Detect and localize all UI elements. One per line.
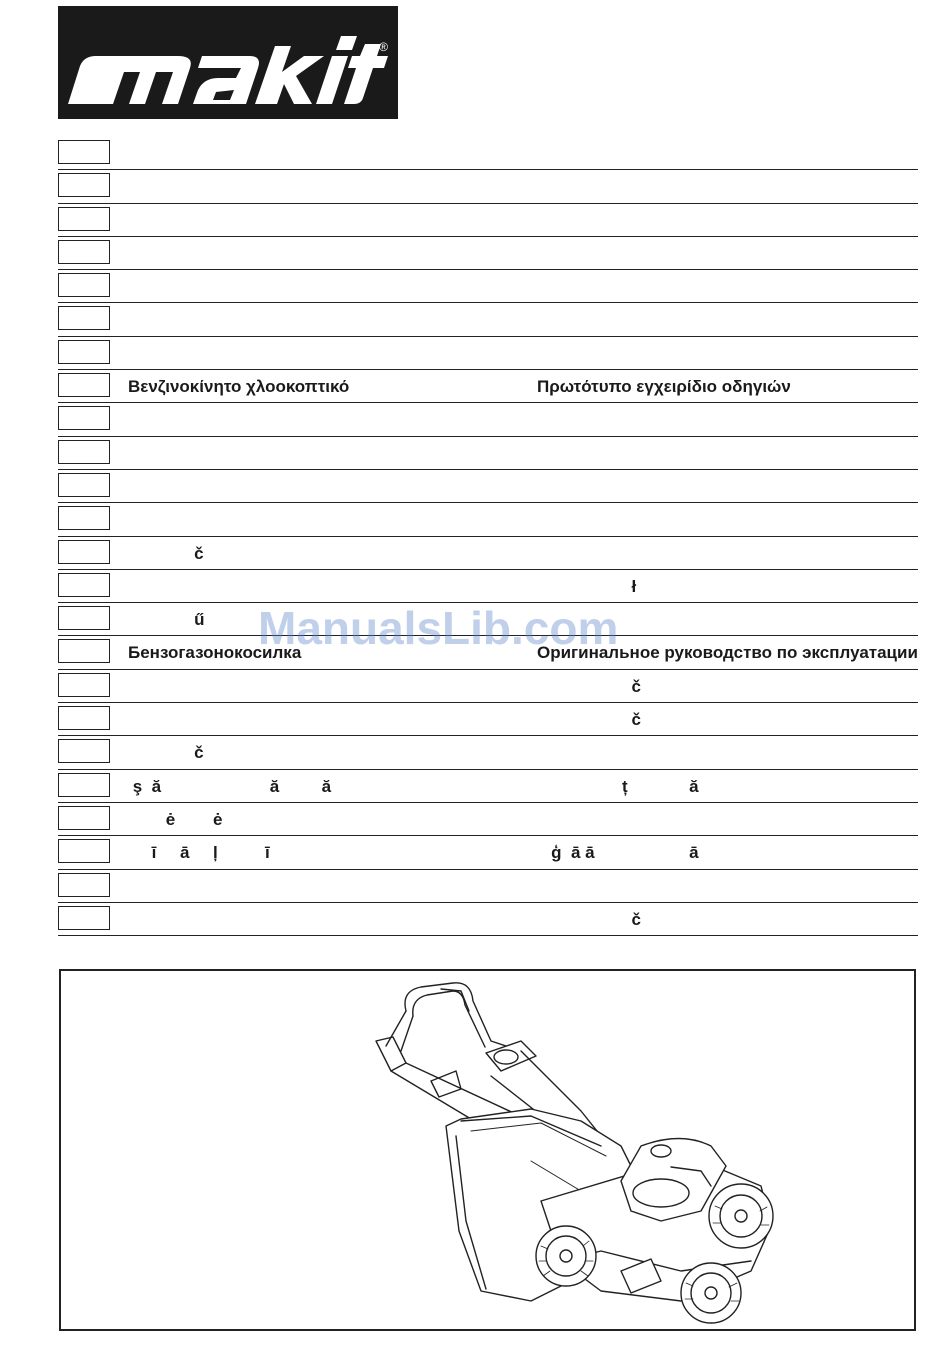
language-row	[58, 803, 918, 836]
manual-title: č	[537, 676, 641, 696]
product-title: Βενζινοκίνητο χλοοκοπτικό	[128, 377, 350, 397]
language-code-box	[58, 340, 110, 364]
language-code-box	[58, 639, 110, 663]
lawn-mower-illustration	[59, 969, 916, 1331]
language-code-box	[58, 540, 110, 564]
language-code-box	[58, 207, 110, 231]
language-code-box	[58, 573, 110, 597]
manual-title: Πρωτότυπο εγχειρίδιο οδηγιών	[537, 377, 791, 397]
product-title: č	[128, 543, 204, 563]
language-row	[58, 370, 918, 403]
language-row	[58, 470, 918, 503]
manual-title: č	[537, 909, 641, 929]
language-row	[58, 570, 918, 603]
product-title: ş ă ă ă	[128, 776, 332, 796]
product-title: č	[128, 743, 204, 763]
language-row	[58, 870, 918, 903]
language-code-box	[58, 373, 110, 397]
language-code-box	[58, 773, 110, 797]
language-row	[58, 403, 918, 436]
language-code-box	[58, 673, 110, 697]
language-row	[58, 137, 918, 170]
wheel-rear-right	[709, 1184, 773, 1248]
language-row	[58, 337, 918, 370]
language-code-box	[58, 473, 110, 497]
product-title: ű	[128, 610, 205, 630]
language-code-box	[58, 140, 110, 164]
manual-title: č	[537, 710, 641, 730]
language-row	[58, 670, 918, 703]
product-title: Бензогазонокосилка	[128, 643, 302, 663]
language-row	[58, 503, 918, 536]
language-row	[58, 237, 918, 270]
language-code-box	[58, 173, 110, 197]
language-code-box	[58, 906, 110, 930]
language-row	[58, 903, 918, 936]
wheel-front-right	[681, 1263, 741, 1323]
language-code-box	[58, 506, 110, 530]
language-row	[58, 270, 918, 303]
manual-title: ț ă	[537, 776, 699, 796]
language-code-box	[58, 273, 110, 297]
language-row	[58, 736, 918, 769]
language-code-box	[58, 806, 110, 830]
language-code-box	[58, 873, 110, 897]
language-row	[58, 770, 918, 803]
language-code-box	[58, 306, 110, 330]
manual-title: Оригинальное руководство по эксплуатации	[537, 643, 918, 663]
language-code-box	[58, 739, 110, 763]
product-title: ī ā ļ ī	[128, 843, 270, 863]
makita-logo	[58, 6, 398, 119]
language-code-box	[58, 606, 110, 630]
language-row	[58, 836, 918, 869]
product-title: ė ė	[128, 809, 223, 829]
manual-title: ł	[537, 576, 637, 596]
wheel-front-left	[536, 1226, 596, 1286]
language-code-box	[58, 706, 110, 730]
language-row	[58, 537, 918, 570]
manual-title: ģ ā ā ā	[537, 843, 699, 863]
language-row	[58, 170, 918, 203]
language-code-box	[58, 440, 110, 464]
watermark: ManualsLib.com	[258, 602, 619, 654]
language-code-box	[58, 839, 110, 863]
language-code-box	[58, 240, 110, 264]
language-row	[58, 303, 918, 336]
language-row	[58, 437, 918, 470]
language-code-box	[58, 406, 110, 430]
language-row	[58, 703, 918, 736]
registered-mark: ®	[379, 40, 388, 54]
language-list	[58, 137, 918, 936]
language-row	[58, 204, 918, 237]
